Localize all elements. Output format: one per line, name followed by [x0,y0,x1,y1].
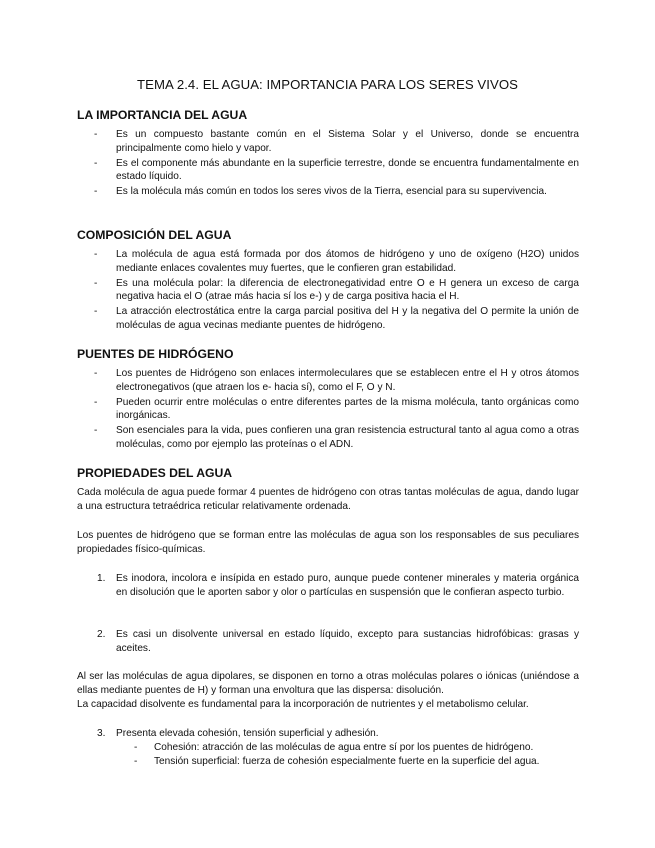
list-item: 3. Presenta elevada cohesión, tensión superficial y adhesión. [97,728,379,739]
list-importancia [77,128,579,200]
list-item: - La atracción electrostática entre la carga parcial positiva del H y la negativa del O permite la unión de moléculas de agua vecinas mediante puentes de hidrógeno. [94,306,579,331]
list-puentes [77,367,579,453]
list-item: 1. Es inodora, incolora e insípida en estado puro, aunque puede contener minerales y materia orgánica en disolución que le aporten sabor y olor o partículas en suspensión que le confieran aspecto turbio. [97,573,579,598]
sublist-cohesion [134,741,579,768]
numbered-item-3 [77,727,579,741]
paragraph: Cada molécula de agua puede formar 4 puentes de hidrógeno con otras tantas moléculas de agua, dando lugar a una estructura tetraédrica reticular relativamente ordenada. [77,487,579,512]
heading-puentes: PUENTES DE HIDRÓGENO [77,347,234,361]
paragraph: Al ser las moléculas de agua dipolares, se disponen en torno a otras moléculas polares o iónicas (uniéndose a ellas mediante puentes de H) y forman una envoltura que las dispersa: disolución. [77,671,579,696]
list-item: - Tensión superficial: fuerza de cohesión especialmente fuerte en la superficie del agua. [134,755,540,767]
heading-propiedades: PROPIEDADES DEL AGUA [77,466,233,480]
heading-importancia: LA IMPORTANCIA DEL AGUA [77,108,248,122]
list-item: - La molécula de agua está formada por dos átomos de hidrógeno y uno de oxígeno (H2O) unidos mediante enlaces covalentes muy fuertes, que le confieren gran estabilidad. [94,249,579,274]
list-item: - Es la molécula más común en todos los seres vivos de la Tierra, esencial para su supervivencia. [94,186,547,198]
list-item: 2. Es casi un disolvente universal en estado líquido, excepto para sustancias hidrofóbicas: grasas y aceites. [97,629,579,654]
paragraph: Los puentes de hidrógeno que se forman entre las moléculas de agua son los responsables de sus peculiares propiedades físico-químicas. [77,530,579,555]
list-item: - Los puentes de Hidrógeno son enlaces intermoleculares que se establecen entre el H y otros átomos electronegativos (que atraen los e- hacia sí), como el F, O y N. [94,368,579,393]
heading-composicion: COMPOSICIÓN DEL AGUA [77,228,232,242]
list-item: - Es una molécula polar: la diferencia de electronegatividad entre O e H genera un exceso de carga negativa hacia el O (atrae más hacia sí los e-) y de carga positiva hacia el H. [94,277,579,303]
list-item: - Son esenciales para la vida, pues confieren una gran resistencia estructural tanto al agua como a otras moléculas, como por ejemplo las proteínas o el ADN. [94,425,579,450]
page-title: TEMA 2.4. EL AGUA: IMPORTANCIA PARA LOS SERES VIVOS [137,77,518,92]
numbered-item-2 [77,628,579,655]
list-item: - Cohesión: atracción de las moléculas de agua entre sí por los puentes de hidrógeno. [134,742,534,753]
list-composicion [77,248,579,334]
paragraph: La capacidad disolvente es fundamental para la incorporación de nutrientes y el metabolismo celular. [77,699,529,710]
list-item: - Es el componente más abundante en la superficie terrestre, donde se encuentra fundamentalmente en estado líquido. [94,157,579,183]
list-item: - Es un compuesto bastante común en el Sistema Solar y el Universo, donde se encuentra principalmente como hielo y vapor. [94,129,579,154]
numbered-item-1 [77,572,579,599]
list-item: - Pueden ocurrir entre moléculas o entre diferentes partes de la misma molécula, tanto orgánicas como inorgánicas. [94,396,579,422]
